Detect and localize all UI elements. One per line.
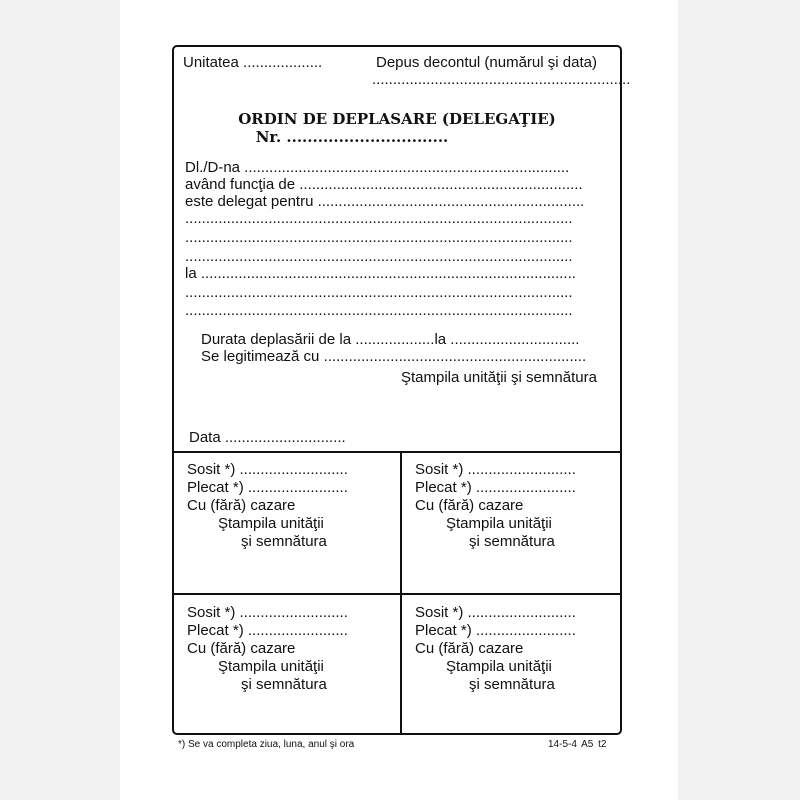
travel-order-form (172, 45, 631, 735)
lodging-field: Cu (fără) cazare (187, 640, 296, 657)
blank-line: ............................................................................................. (185, 229, 573, 246)
departure-field: Plecat *) ........................ (415, 479, 576, 496)
blank-line: ............................................................................................. (185, 210, 573, 227)
date-field: Data ............................. (189, 429, 346, 446)
blank-line: ............................................................................................. (185, 284, 573, 301)
arrival-field: Sosit *) .......................... (415, 461, 576, 478)
id-document-field: Se legitimează cu ............................................................... (201, 348, 587, 365)
arrival-field: Sosit *) .......................... (415, 604, 576, 621)
column-divider (400, 451, 402, 735)
duration-field: Durata deplasării de la ...................la ............................... (201, 331, 580, 348)
arrival-field: Sosit *) .......................... (187, 461, 348, 478)
signature-label: şi semnătura (469, 533, 555, 550)
destination-field: la .......................................................................................... (185, 265, 576, 282)
lodging-field: Cu (fără) cazare (187, 497, 296, 514)
stamp-label: Ştampila unităţii (446, 515, 552, 532)
purpose-field: este delegat pentru ................................................................ (185, 193, 585, 210)
settlement-label: Depus decontul (numărul şi data) (376, 54, 597, 71)
blank-line: ............................................................................................. (185, 248, 573, 265)
stamp-signature-label: Ştampila unităţii şi semnătura (401, 369, 597, 386)
footnote: *) Se va completa ziua, luna, anul şi ora (178, 739, 355, 750)
stamp-label: Ştampila unităţii (446, 658, 552, 675)
form-code: 14-5-4 A5 t2 (548, 739, 607, 750)
departure-field: Plecat *) ........................ (187, 622, 348, 639)
signature-label: şi semnătura (241, 676, 327, 693)
blank-line: ............................................................................................. (185, 302, 573, 319)
lodging-field: Cu (fără) cazare (415, 497, 524, 514)
settlement-field: .............................................................. (372, 71, 631, 88)
departure-field: Plecat *) ........................ (415, 622, 576, 639)
form-number: Nr. ............................... (255, 128, 449, 146)
stamp-label: Ştampila unităţii (218, 515, 324, 532)
departure-field: Plecat *) ........................ (187, 479, 348, 496)
signature-label: şi semnătura (469, 676, 555, 693)
section-divider (174, 451, 620, 453)
form-title: ORDIN DE DEPLASARE (DELEGAŢIE) (238, 110, 556, 128)
person-field: Dl./D-na .............................................................................. (185, 159, 570, 176)
unit-field: Unitatea ................... (183, 54, 323, 71)
stamp-label: Ştampila unităţii (218, 658, 324, 675)
arrival-field: Sosit *) .......................... (187, 604, 348, 621)
signature-label: şi semnătura (241, 533, 327, 550)
function-field: având funcţia de .................................................................... (185, 176, 583, 193)
section-divider (174, 593, 620, 595)
lodging-field: Cu (fără) cazare (415, 640, 524, 657)
